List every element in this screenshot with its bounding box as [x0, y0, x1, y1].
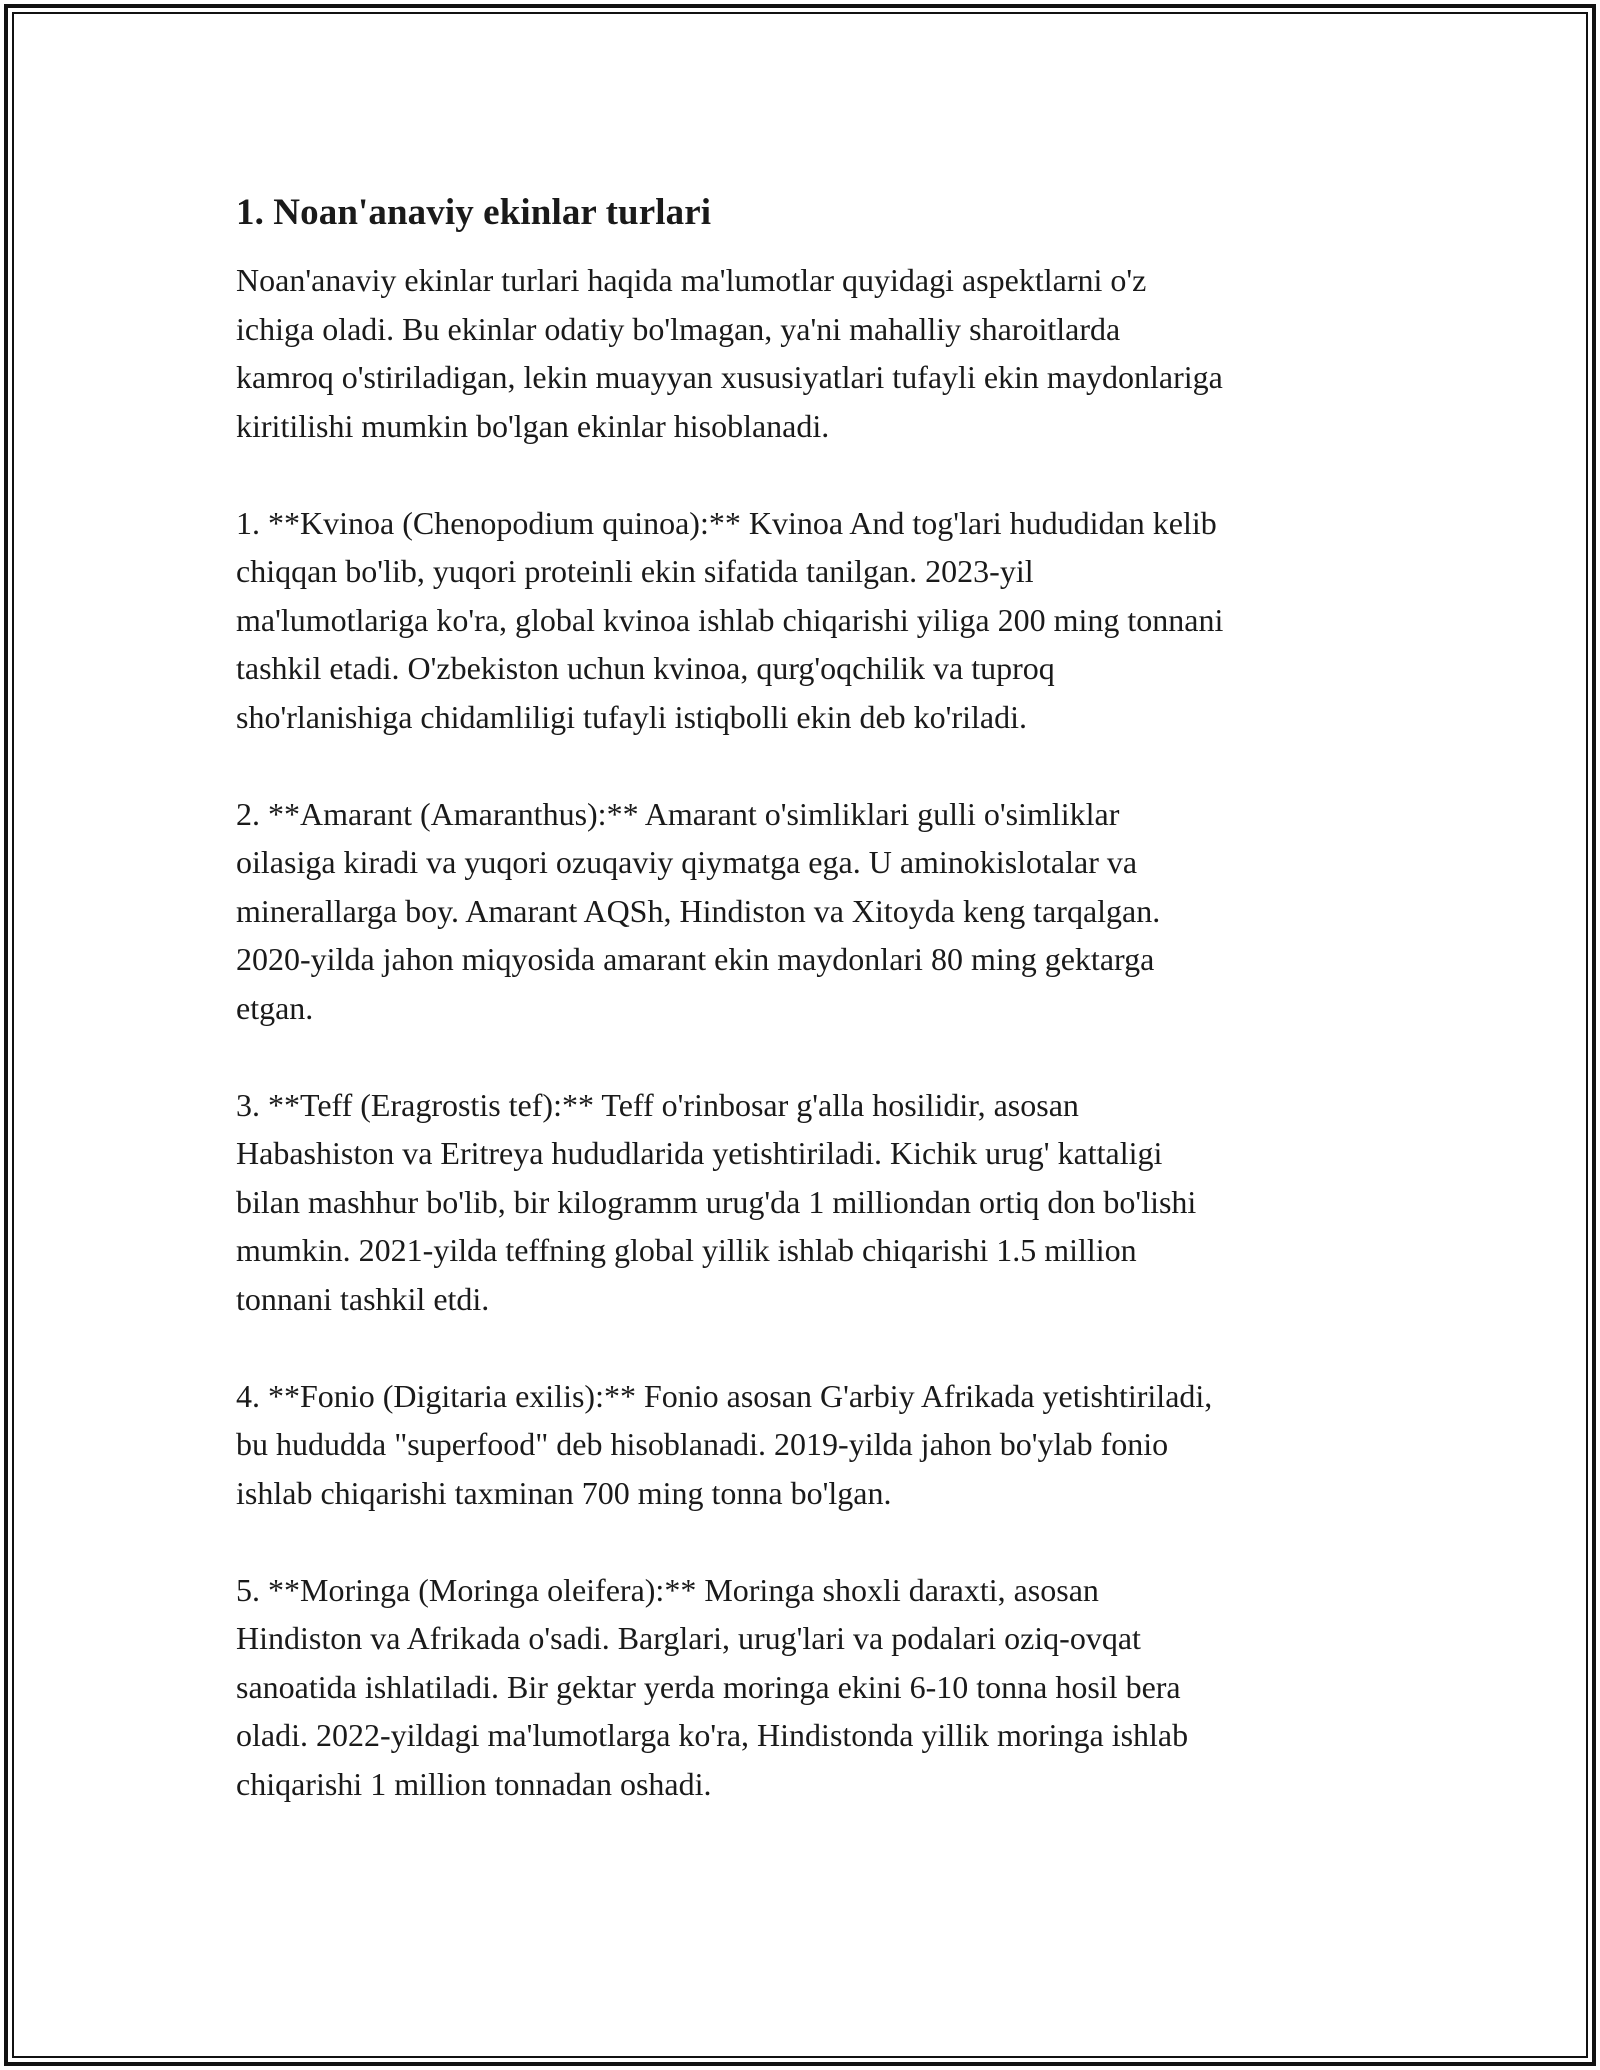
crop-item-moringa: 5. **Moringa (Moringa oleifera):** Moringa shoxli daraxti, asosan Hindiston va Afrikada o'sadi. Barglari, urug'lari va podalari oziq-ovqat sanoatida ishlatiladi. Bir gektar yerda moringa ekini 6-10 tonna hosil bera oladi. 2022-yildagi ma'lumotlarga ko'ra, Hindistonda yillik moringa ishlab chiqarishi 1 million tonnadan oshadi. [236, 1571, 1189, 1802]
intro-paragraph: Noan'anaviy ekinlar turlari haqida ma'lumotlar quyidagi aspektlarni o'z ichiga oladi. Bu ekinlar odatiy bo'lmagan, ya'ni mahalliy sharoitlarda kamroq o'stiriladigan, lekin muayyan xususiyatlari tufayli ekin maydonlariga kiritilishi mumkin bo'lgan ekinlar hisoblanadi. [236, 262, 1223, 444]
section-heading: 1. Noan'anaviy ekinlar turlari [236, 192, 712, 233]
document-body [236, 186, 1382, 1808]
crop-item-kvinoa: 1. **Kvinoa (Chenopodium quinoa):** Kvinoa And tog'lari hududidan kelib chiqqan bo'lib, yuqori proteinli ekin sifatida tanilgan. 2023-yil ma'lumotlariga ko'ra, global kvinoa ishlab chiqarishi yiliga 200 ming tonnani tashkil etadi. O'zbekiston uchun kvinoa, qurg'oqchilik va tuproq sho'rlanishiga chidamliligi tufayli istiqbolli ekin deb ko'riladi. [236, 504, 1224, 735]
crop-item-teff: 3. **Teff (Eragrostis tef):** Teff o'rinbosar g'alla hosilidir, asosan Habashiston va Eritreya hududlarida yetishtiriladi. Kichik urug' kattaligi bilan mashhur bo'lib, bir kilogramm urug'da 1 milliondan ortiq don bo'lishi mumkin. 2021-yilda teffning global yillik ishlab chiqarishi 1.5 million tonnani tashkil etdi. [236, 1086, 1197, 1317]
crop-item-amarant: 2. **Amarant (Amaranthus):** Amarant o'simliklari gulli o'simliklar oilasiga kiradi va yuqori ozuqaviy qiymatga ega. U aminokislotalar va minerallarga boy. Amarant AQSh, Hindiston va Xitoyda keng tarqalgan. 2020-yilda jahon miqyosida amarant ekin maydonlari 80 ming gektarga etgan. [236, 795, 1161, 1026]
crop-item-fonio: 4. **Fonio (Digitaria exilis):** Fonio asosan G'arbiy Afrikada yetishtiriladi, bu hududda "superfood" deb hisoblanadi. 2019-yilda jahon bo'ylab fonio ishlab chiqarishi taxminan 700 ming tonna bo'lgan. [236, 1377, 1213, 1511]
